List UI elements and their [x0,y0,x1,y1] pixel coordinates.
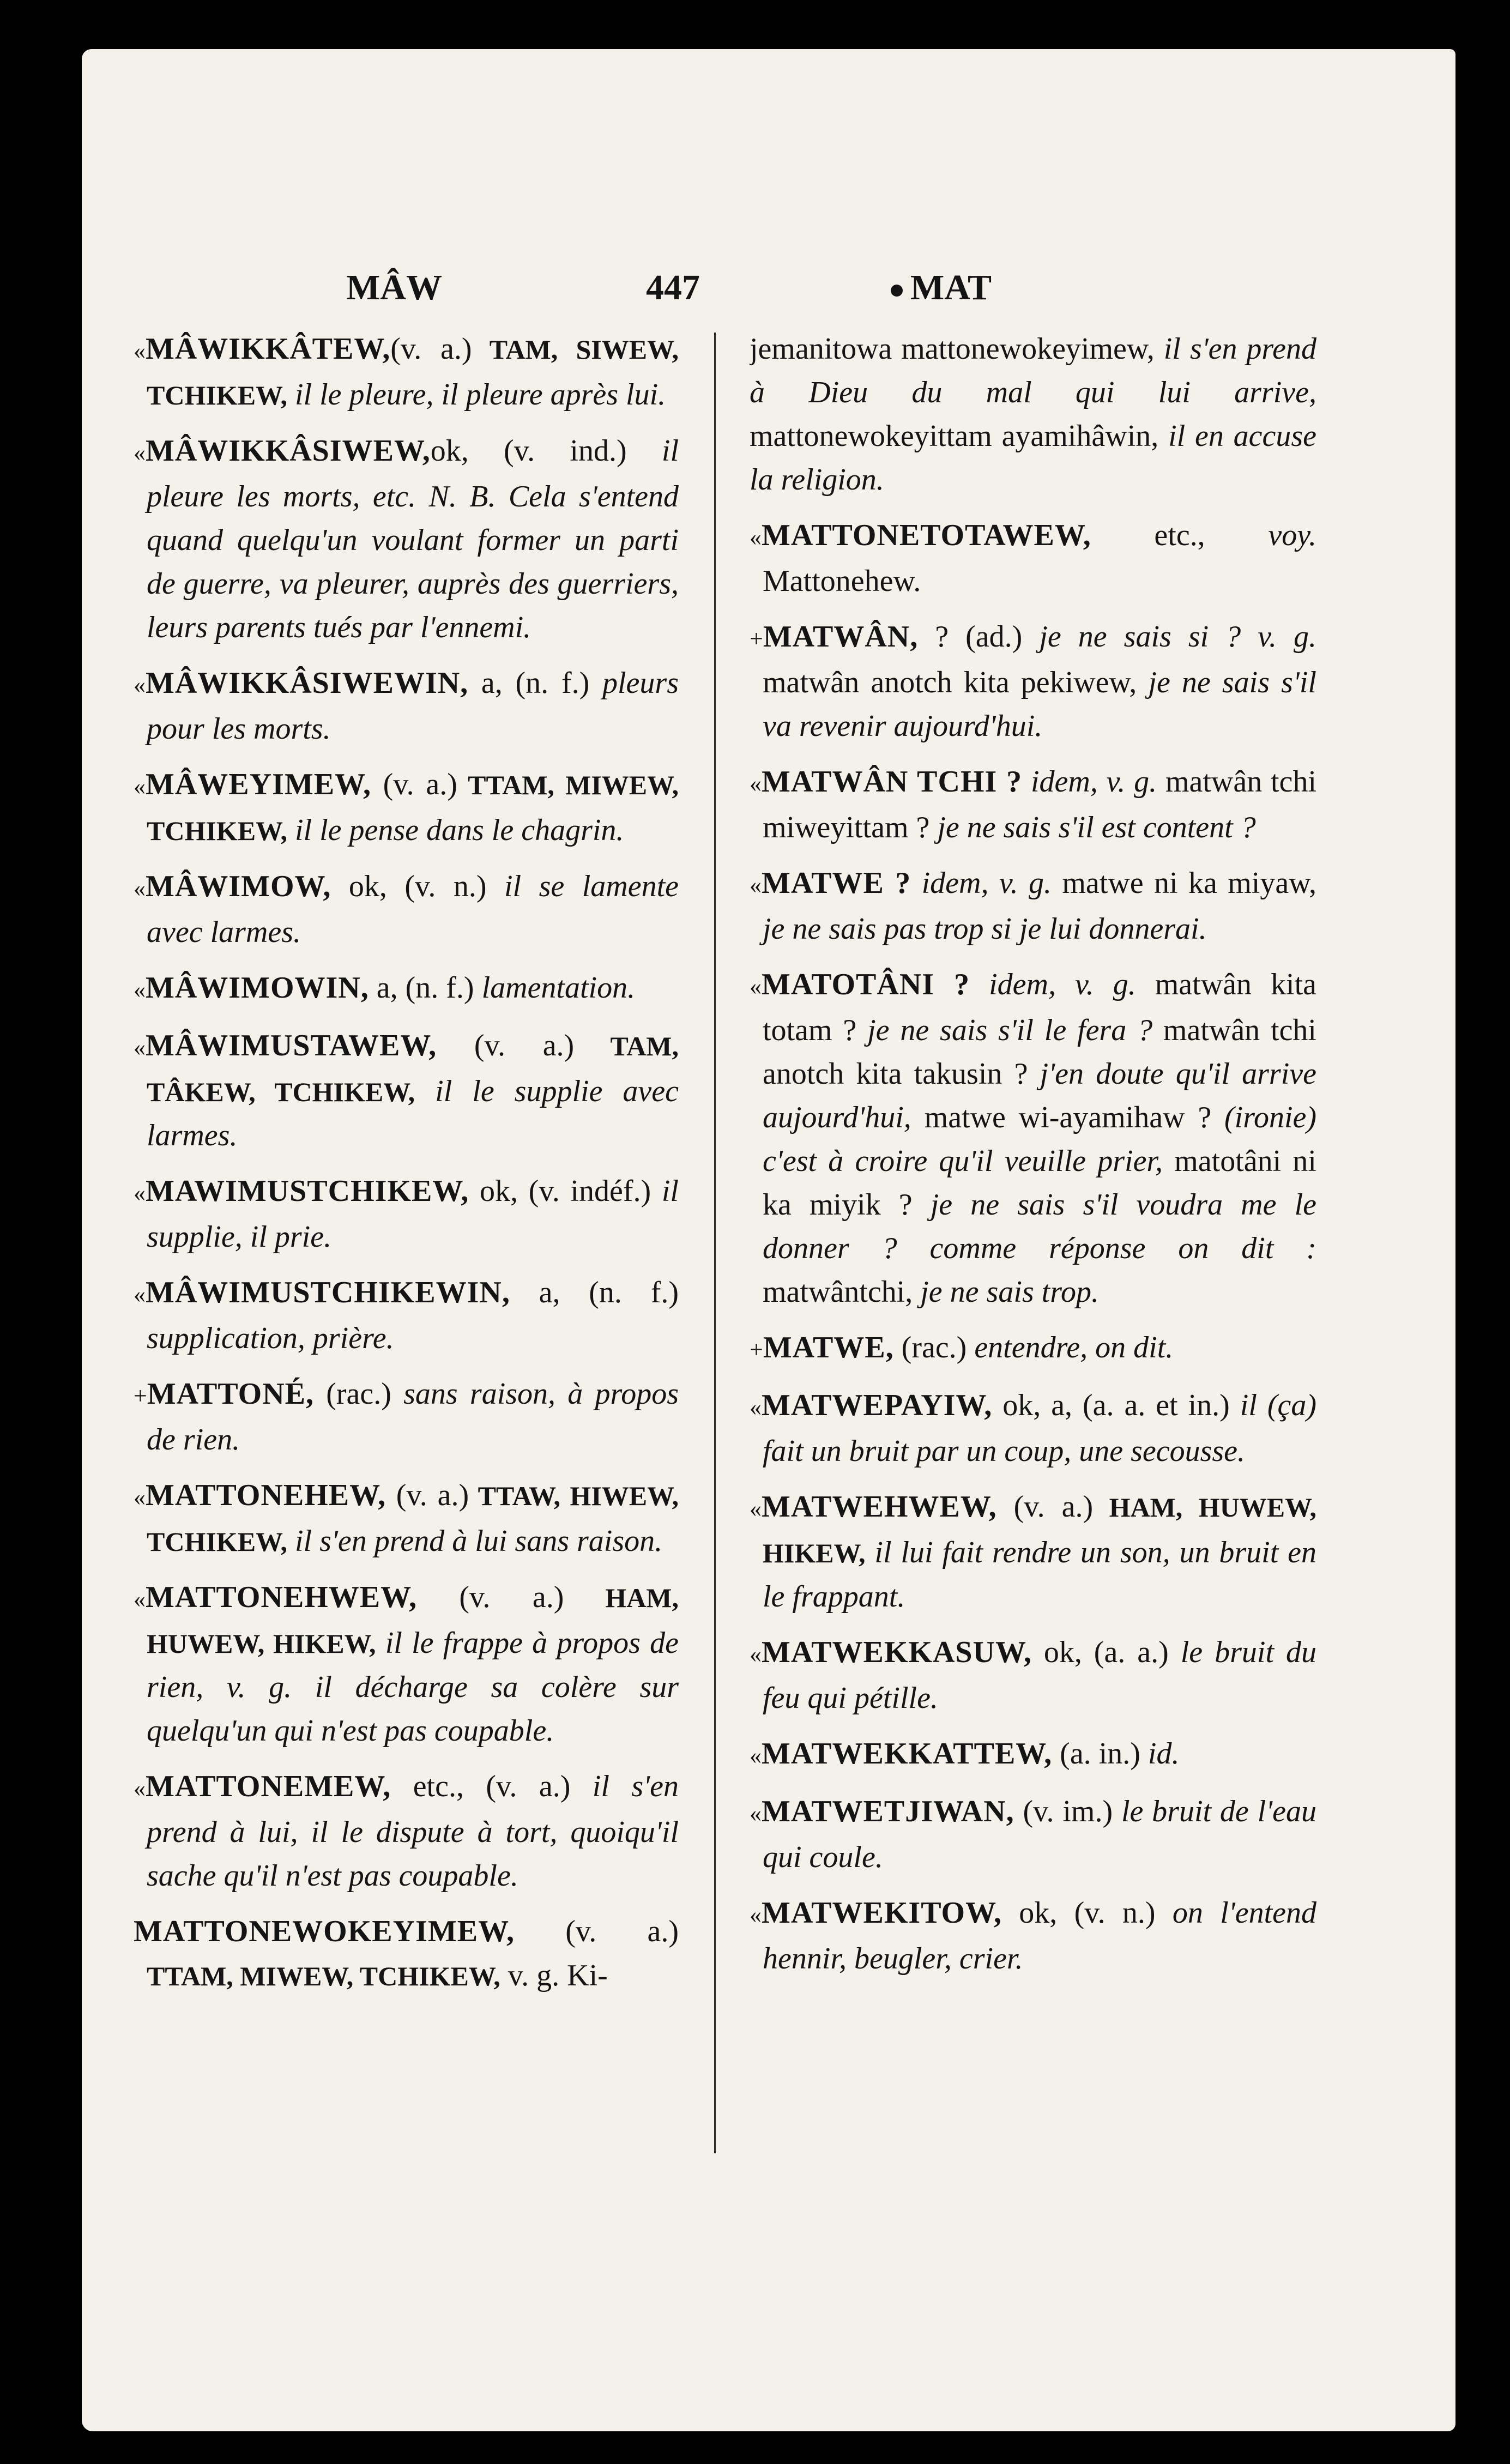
dictionary-entry [750,760,1316,849]
headword: MATWE ? [762,866,911,900]
grammar-text: ok, (v. ind.) [430,434,627,468]
entry-marker: « [134,875,146,902]
definition-text: j'en doute qu'il arrive aujourd'hui, [763,1057,1316,1134]
inflection-forms: TAM, SIWEW, TCHIKEW, [147,334,679,410]
entry-marker: « [750,770,762,797]
headword: MATTONETOTAWEW, [762,518,1091,552]
grammar-text: ok, a, (a. a. et in.) [992,1388,1230,1422]
definition-text: sans raison, à propos de rien. [147,1377,679,1457]
grammar-text: mattonewokeyittam ayamihâwin, [750,419,1159,453]
entry-marker: « [134,672,146,698]
grammar-text: matwân anotch kita pekiwew, [763,666,1137,699]
dictionary-entry [134,1575,679,1753]
definition-text: idem, v. g. [1022,765,1157,799]
definition-text: idem, v. g. [970,968,1136,1001]
inflection-forms: HAM, HUWEW, HIKEW, [763,1492,1316,1568]
entry-marker: « [750,1742,762,1769]
grammar-text: (rac.) [893,1331,967,1364]
headword: MÂWIMOWIN, [146,971,369,1005]
grammar-text: (v. a.) [416,1580,564,1614]
dictionary-entry [750,615,1316,748]
headword: MÂWIMUSTCHIKEWIN, [146,1276,510,1309]
dictionary-entry [750,963,1316,1314]
dictionary-entry [750,514,1316,603]
dictionary-entry [750,327,1316,502]
grammar-text: a, (n. f.) [468,666,590,700]
grammar-text: Mattonehew. [763,564,921,598]
definition-text: il pleure les morts, etc. N. B. Cela s'entend quand quelqu'un voulant former un parti de guerre, va pleurer, auprès des guerriers, leurs parents tués par l'ennemi. [147,434,679,644]
grammar-text: ok, (v. n.) [331,869,487,903]
headword: MÂWIKKÂSIWEW, [146,434,431,468]
definition-text: il s'en prend à Dieu du mal qui lui arrive, [750,332,1316,409]
entry-marker: « [750,524,762,551]
dictionary-entry [134,327,679,417]
dictionary-entry [134,661,679,751]
dictionary-entry [750,1326,1316,1372]
definition-text: je ne sais s'il est content ? [929,811,1256,844]
grammar-text: (a. in.) [1052,1737,1140,1771]
dictionary-entry [134,1910,679,1998]
dictionary-entry [750,1384,1316,1473]
dictionary-entry [134,1271,679,1360]
entry-marker: « [134,337,146,364]
grammar-text: etc., (v. a.) [391,1770,571,1803]
headword: MATWETJIWAN, [762,1795,1014,1828]
dictionary-entry [750,861,1316,951]
inflection-forms: TAM, TÂKEW, TCHIKEW, [147,1031,679,1107]
headword: MATOTÂNI ? [762,968,970,1001]
definition-text: il supplie, il prie. [147,1174,679,1254]
grammar-text: etc., [1091,518,1269,552]
entry-marker: + [134,1382,147,1409]
entry-marker: « [134,976,146,1003]
inflection-forms: HAM, HUWEW, HIKEW, [147,1583,679,1659]
definition-text: il lui fait rendre un son, un bruit en le frappant. [763,1536,1316,1614]
headword: MATWEHWEW, [762,1490,997,1524]
dictionary-entry [134,865,679,954]
entry-marker: « [134,1484,146,1511]
running-header [82,267,1455,333]
dictionary-entry [750,1732,1316,1778]
headword: MATWEKKATTEW, [762,1737,1053,1771]
headword: MATTONEWOKEYIMEW, [134,1915,515,1948]
headword: MATTONÉ, [147,1377,315,1411]
left-column [134,327,679,2181]
column-divider [714,333,716,2153]
headword: MÂWEYIMEW, [146,768,371,801]
definition-text: entendre, on dit. [967,1331,1174,1364]
grammar-text: v. g. Ki- [500,1959,608,1992]
grammar-text: (v. a.) [390,332,472,366]
grammar-text: (rac.) [314,1377,391,1411]
dictionary-page [82,49,1455,2431]
inflection-forms: TTAM, MIWEW, TCHIKEW, [147,770,679,846]
grammar-text: matwântchi, [763,1275,913,1309]
definition-text: il le frappe à propos de rien, v. g. il décharge sa colère sur quelqu'un qui n'est pas coupable. [147,1626,679,1748]
definition-text: id. [1140,1737,1180,1771]
dictionary-entry [134,763,679,853]
definition-text: il s'en prend à lui, il le dispute à tort, quoiqu'il sache qu'il n'est pas coupable. [147,1770,679,1893]
dictionary-entry [134,1372,679,1462]
header-guide-word-left: MÂW [346,268,442,307]
grammar-text: (v. a.) [514,1915,679,1948]
inflection-forms: TTAM, MIWEW, TCHIKEW, [147,1961,500,1991]
grammar-text: matwe ni ka miyaw, [1051,866,1316,900]
headword: MATTONEHEW, [146,1478,386,1512]
grammar-text: matwân kita totam ? [763,968,1316,1047]
headword: MATWE, [763,1331,894,1364]
definition-text: voy. [1268,518,1316,552]
headword: MATTONEHWEW, [146,1580,417,1614]
grammar-text: ? (ad.) [918,620,1023,654]
entry-marker: « [134,1281,146,1308]
inflection-forms: TTAW, HIWEW, TCHIKEW, [147,1481,679,1557]
grammar-text: ok, (a. a.) [1031,1635,1169,1669]
dictionary-entry [750,1790,1316,1879]
entry-marker: + [750,625,763,652]
definition-text: on l'entend hennir, beugler, crier. [763,1896,1316,1976]
headword: MÂWIMOW, [146,869,331,903]
definition-text: (ironie) c'est à croire qu'il veuille prier, [763,1101,1316,1178]
grammar-text: a, (n. f.) [510,1276,679,1309]
definition-text: il (ça) fait un bruit par un coup, une secousse. [763,1388,1316,1468]
headword: MATWEKKASUW, [762,1635,1032,1669]
definition-text: il en accuse la religion. [750,419,1316,497]
headword: MÂWIKKÂSIWEWIN, [146,666,469,700]
entry-marker: « [750,1901,762,1928]
page-number: 447 [646,268,700,307]
header-guide-word-right: MAT [910,268,992,307]
entry-marker: « [750,1495,762,1522]
entry-marker: « [134,439,146,466]
entry-marker: « [750,973,762,1000]
definition-text: le bruit de l'eau qui coule. [763,1795,1316,1874]
grammar-text: matwe wi-ayamihaw ? [911,1101,1225,1134]
dictionary-entry [750,1630,1316,1720]
definition-text: il s'en prend à lui sans raison. [287,1524,663,1558]
grammar-text: (v. a.) [437,1029,575,1062]
grammar-text: jemanitowa mattonewokeyimew, [750,332,1155,366]
entry-marker: « [750,1800,762,1827]
grammar-text: matwân tchi miweyittam ? [763,765,1316,844]
dictionary-entry [750,1485,1316,1618]
headword: MATWÂN TCHI ? [762,765,1023,799]
definition-text: il le pense dans le chagrin. [287,813,624,847]
definition-text: il se lamente avec larmes. [147,869,679,949]
grammar-text: (v. a.) [996,1490,1094,1524]
dictionary-entry [134,429,679,649]
dictionary-entry [134,1473,679,1563]
grammar-text: (v. a.) [385,1478,469,1512]
grammar-text: (v. a.) [371,768,457,801]
entry-marker: « [134,1180,146,1206]
entry-marker: « [134,1586,146,1613]
definition-text: il le supplie avec larmes. [147,1074,679,1152]
right-column [750,327,1316,2181]
entry-marker: « [134,773,146,800]
grammar-text: matwân tchi anotch kita takusin ? [763,1013,1316,1091]
definition-text: supplication, prière. [147,1321,394,1355]
definition-text: idem, v. g. [911,866,1052,900]
entry-marker: « [750,1641,762,1668]
definition-text: pleurs pour les morts. [147,666,679,746]
headword: MÂWIKKÂTEW, [146,332,391,366]
definition-text: je ne sais s'il voudra me le donner ? comme réponse on dit : [763,1188,1316,1265]
headword: MÂWIMUSTAWEW, [146,1029,437,1062]
grammar-text: (v. im.) [1014,1795,1113,1828]
definition-text: lamentation. [474,971,636,1005]
grammar-text: a, (n. f.) [369,971,474,1005]
entry-marker: « [750,872,762,898]
definition-text: je ne sais s'il le fera ? [856,1013,1153,1047]
dictionary-entry [134,1169,679,1259]
dictionary-entry [134,1765,679,1898]
headword: MAWIMUSTCHIKEW, [146,1174,469,1208]
definition-text: le bruit du feu qui pétille. [763,1635,1316,1715]
entry-marker: « [134,1034,146,1061]
entry-marker: « [750,1394,762,1421]
grammar-text: matotâni ni ka miyik ? [763,1144,1316,1222]
grammar-text: ok, (v. indéf.) [469,1174,651,1208]
headword: MATWÂN, [763,620,919,654]
definition-text: il le pleure, il pleure après lui. [287,378,666,412]
dictionary-entry [134,966,679,1012]
definition-text: je ne sais si ? v. g. [1022,620,1316,654]
dictionary-entry [750,1891,1316,1980]
definition-text: je ne sais trop. [913,1275,1099,1309]
definition-text: je ne sais pas trop si je lui donnerai. [763,912,1207,946]
definition-text: je ne sais s'il va revenir aujourd'hui. [763,666,1316,743]
entry-marker: + [750,1336,763,1363]
dictionary-entry [134,1024,679,1157]
entry-marker: « [134,1775,146,1802]
headword: MATWEPAYIW, [762,1388,993,1422]
headword: MATWEKITOW, [762,1896,1002,1930]
headword: MATTONEMEW, [146,1770,391,1803]
grammar-text: ok, (v. n.) [1001,1896,1156,1930]
